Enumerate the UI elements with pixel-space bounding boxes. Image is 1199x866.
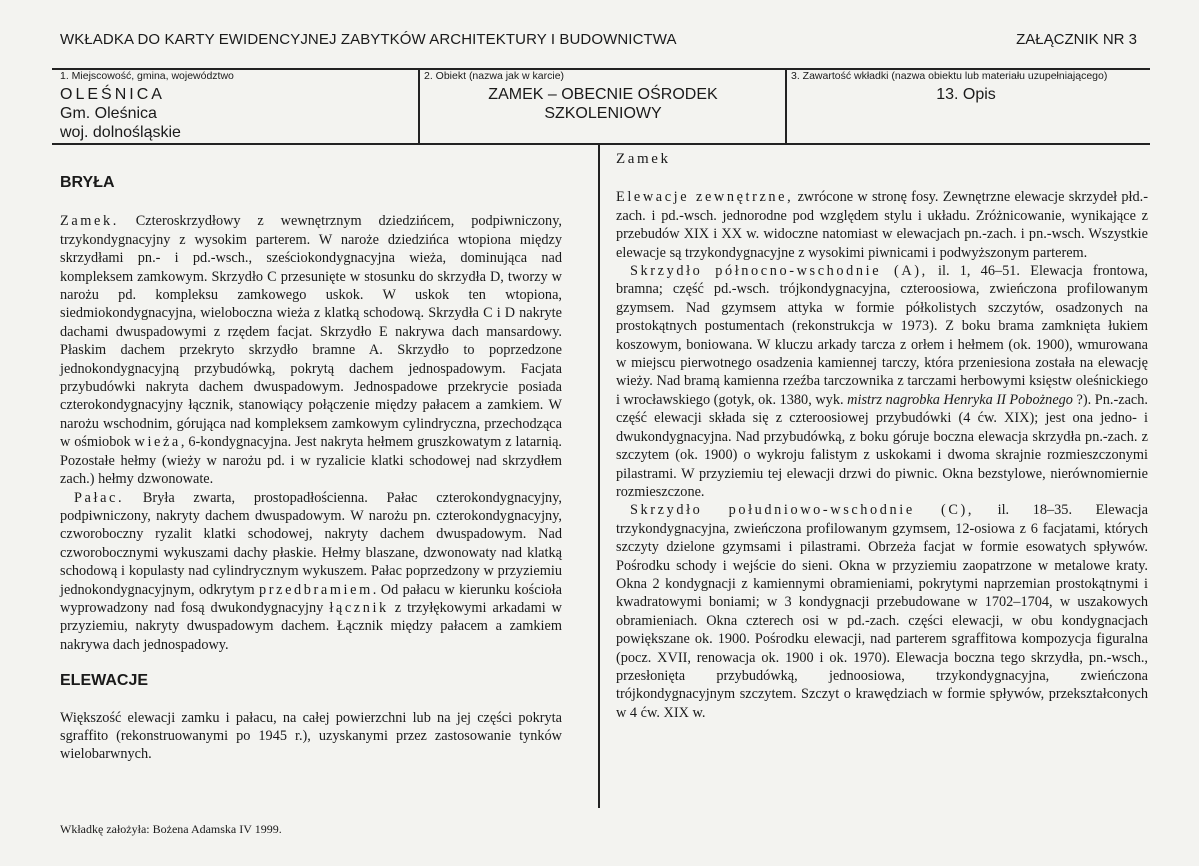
object-name-line1: ZAMEK – OBECNIE OŚRODEK bbox=[488, 86, 718, 103]
lead-skrzydlo-a: Skrzydło północno-wschodnie (A), bbox=[630, 263, 928, 280]
paragraph-skrzydlo-a bbox=[616, 262, 1148, 501]
term-przedbramiem: przedbramiem bbox=[259, 581, 373, 598]
lead-elewacje-zewnetrzne: Elewacje zewnętrzne, bbox=[616, 189, 794, 206]
lead-skrzydlo-c: Skrzydło południowo-wschodnie (C), bbox=[630, 502, 975, 519]
divider-2 bbox=[785, 68, 787, 144]
term-wieza: wieża bbox=[134, 434, 181, 451]
paragraph-palac bbox=[60, 489, 562, 655]
field-location-label: 1. Miejscowość, gmina, województwo bbox=[60, 70, 234, 82]
field-contents-label: 3. Zawartość wkładki (nazwa obiektu lub materiału uzupełniającego) bbox=[791, 70, 1108, 82]
paragraph-elewacje: Większość elewacji zamku i pałacu, na całej powierzchni lub na jej części pokryta sgraffito (rekonstruowanymi po 1945 r.), uzyskanymi przez zastosowanie tynków wielobarwnych. bbox=[60, 709, 562, 763]
field-contents bbox=[791, 70, 1151, 104]
field-object-label: 2. Obiekt (nazwa jak w karcie) bbox=[424, 70, 565, 82]
left-column bbox=[60, 174, 562, 764]
field-location bbox=[60, 70, 415, 142]
section-heading-elewacje: ELEWACJE bbox=[60, 672, 149, 690]
text-elewacje-zewnetrzne: zwrócone w stronę fosy. Zewnętrzne elewacje skrzydeł płd.-zach. i pd.-wsch. jednorodne pod względem stylu i układu. Zróżnicowanie, wynikające z przebudów XIX i XX w. widoczne natomiast w elewacjach pn.-zach. i pn.-wsch. Wszystkie elewacje są trzykondygnacyjne z wysokimi piwnicami i podwyższonym parterem. bbox=[616, 189, 1148, 261]
card-title: WKŁADKA DO KARTY EWIDENCYJNEJ ZABYTKÓW ARCHITEKTURY I BUDOWNICTWA bbox=[60, 31, 677, 48]
center-column-divider bbox=[598, 144, 600, 808]
term-lacznik: łącznik bbox=[329, 599, 389, 616]
section-heading-zamek: Zamek bbox=[616, 151, 671, 167]
text-palac: Bryła zwarta, prostopadłościenna. Pałac czterokondygnacyjny, podpiwniczony, nakryty dachem dwuspadowym. W narożu pn. czterokondygnacyjny, czworoboczny ryzalit klatki schodowej, nakryty dachem dwuspadowym. Nad czworobocznymi wykuszami dachy płaskie. Hełmy blaszane, dzwonowaty nad klatką schodową i kopulasty nad cylindrycznym wykuszem. Pałac poprzedzony w przyziemiu jednokondygnacyjnym, odkrytym bbox=[60, 489, 562, 598]
paragraph-elewacje-zewnetrzne bbox=[616, 188, 1148, 262]
divider-1 bbox=[418, 68, 420, 144]
right-column bbox=[616, 150, 1148, 722]
lead-palac: Pałac. bbox=[74, 489, 125, 506]
header-bottom-rule bbox=[52, 143, 1150, 145]
paragraph-skrzydlo-c bbox=[616, 501, 1148, 722]
contents-value: 13. Opis bbox=[936, 86, 996, 103]
paragraph-zamek bbox=[60, 212, 562, 488]
author-note: Wkładkę założyła: Bożena Adamska IV 1999. bbox=[60, 822, 282, 836]
field-object bbox=[424, 70, 782, 123]
location-town: OLEŚNICA bbox=[60, 86, 165, 103]
text-zamek: Czteroskrzydłowy z wewnętrznym dziedzińcem, podpiwniczony, trzykondygnacyjny z wysokim parterem. W narożе dziedzińca wtopiona między skrzydłami pn.- i pd.-wsch., sześciokondygnacyjna wieża, dominująca nad kompleksem zamkowym. Skrzydło C przesunięte w stosunku do skrzydła D, tworzy w narożu pd. kompleksu zamkowego uskok. W uskok ten wtopiona, siedmiokondygnacyjna, wieloboczna wieża z klatką schodową. Skrzydła C i D nakryte dachami dwuspadowymi z rzędem facjat. Skrzydło E nakrywa dach mansardowy. Płaskim dachem przekryto skrzydło bramne A. Skrzydło to poprzedzone jednokondygnacyjną przybudówką, pokrytą dachem jednospadowym. Facjata przybudówki nakryta dachem dwuspadowym. Jednospadowe przekrycie posiada czterokondygnacyjny łącznik, stanowiący połączenie między pałacem a zamkiem. W narożu wschodnim, górująca nad kompleksem zamkowym cylindryczna, przechodząca w ośmiobok bbox=[60, 213, 562, 451]
section-heading-bryla: BRYŁA bbox=[60, 174, 115, 191]
object-name-line2: SZKOLENIOWY bbox=[544, 105, 662, 122]
text-zamek-tail: , 6-kondygnacyjna. Jest nakryta hełmem gruszkowatym z latarnią. Pozostałe hełmy (wieży w narożu pd. i w ryzalicie klatki schodowej nad skrzydłem zach.) hełmy dzwonowate. bbox=[60, 434, 562, 488]
italic-attribution: mistrz nagrobka Henryka II Pobożnego bbox=[847, 391, 1073, 408]
text-palac-tail: z trzyłękowymi arkadami w przyziemiu, nakryty dwuspadowym dachem. Łącznik między pałacem a zamkiem nakrywa dach jednospadowy. bbox=[60, 599, 562, 653]
text-skrzydlo-a-tail: ?). Pn.-zach. część elewacji składa się z czteroosiowej przybudówki (4 ćw. XIX); jest ona jedno- i dwukondygnacyjna. Nad przybudówką, z boku góruje boczna elewacja skrzydła pn.-zach. z szczytem (ok. 1900) o wykroju falistym z uskokami i dwoma skrajnie rozmieszczonymi pilastrami. W przyziemiu tej elewacji drzwi do piwnic. Okna bezstylowe, nierównomiernie rozmieszczone. bbox=[616, 391, 1149, 500]
location-voivodeship: woj. dolnośląskie bbox=[60, 124, 181, 141]
annex-number: ZAŁĄCZNIK NR 3 bbox=[1016, 31, 1137, 48]
text-skrzydlo-c: il. 18–35. Elewacja trzykondygnacyjna, zwieńczona profilowanym gzymsem, 12-osiowa z 6 facjatami, których szczyty dzielone gzymsami i pilastrami. Obrzeża facjat w formie esowatych spływów. Pośrodku schody i wejście do sieni. Okna w przyziemiu zaopatrzone w metalowe kraty. Okna 2 kondygnacji z kamiennymi obramieniami, pokrytymi naprzemian prostokątnymi i kwadratowymi boniami; w 3 kondygnacji przebudowane w 1702–1704, w uszakowych obramieniach. Okna czterech osi w pd.-zach. części elewacji, w obu kondygnacjach powiększane ok. 1900. Pośrodku elewacji, nad parterem sgraffitowa kompozycja figuralna (pocz. XVII, renowacja ok. 1900 i ok. 1970). Elewacja boczna tego skrzydła, pn.-wsch., przesłonięta przybudówką, jednoosiowa, trzykondygnacyjna, zwieńczona trójkondygnacyjnym szczytem. Szczyt o krawędziach w formie spływów, przekształconych w 4 ćw. XIX w. bbox=[616, 502, 1148, 721]
lead-zamek: Zamek. bbox=[60, 213, 119, 230]
text-palac-mid: . Od pałacu w kierunku kościoła wyprowadzony nad fosą dwukondygnacyjny bbox=[60, 581, 562, 616]
location-commune: Gm. Oleśnica bbox=[60, 105, 157, 122]
text-skrzydlo-a: il. 1, 46–51. Elewacja frontowa, bramna; część pd.-wsch. trójkondygnacyjna, czteroosiowa, zwieńczona profilowanym gzymsem. Nad gzymsem attyka w formie półkolistych szczytów, osadzonych na prostokątnych postumentach (rekonstrukcja w 1973). Z boku brama zamknięta łukiem koszowym, boniowana. W kluczu arkady tarcza z orłem i hełmem (ok. 1900), wmurowana w miejscu pierwotnego osadzenia kamiennej tarczy, która przeniesiona została na elewację wieży. Nad bramą kamienna rzeźba tarczownika z tarczami herbowymi księstw oleśnickiego i wrocławskiego (gotyk, ok. 1380, wyk. bbox=[616, 263, 1148, 408]
